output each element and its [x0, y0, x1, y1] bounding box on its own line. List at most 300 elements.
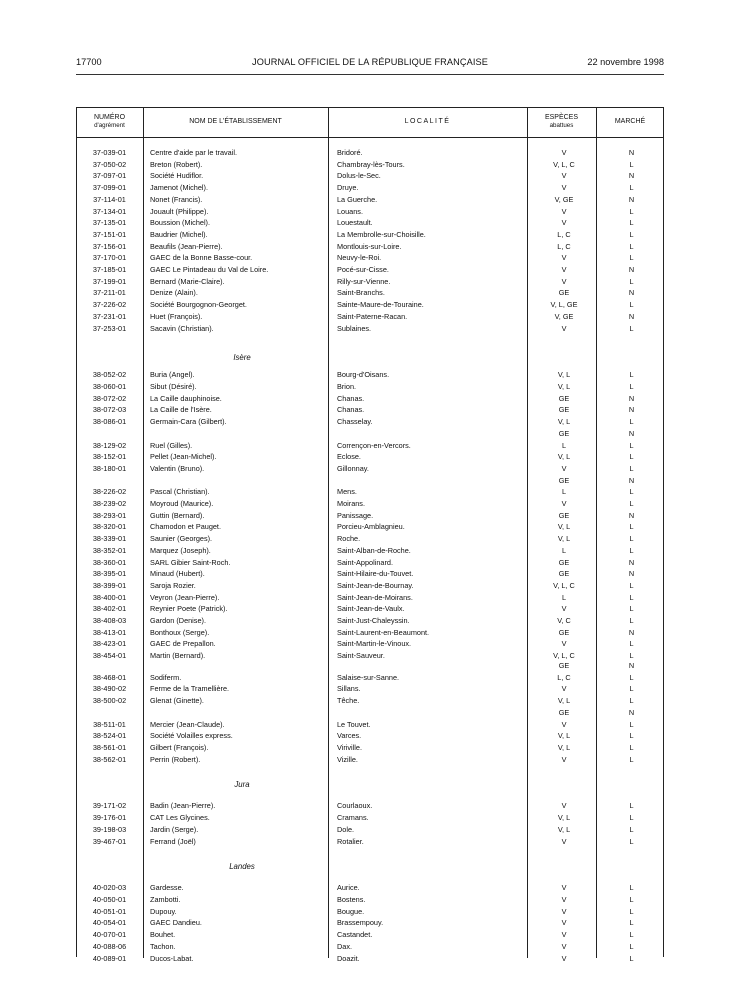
table-row: [76, 451, 664, 463]
locality: Sublaines.: [337, 323, 372, 333]
establishment-name: Guttin (Bernard).: [150, 510, 205, 520]
species: V, GE: [554, 311, 574, 321]
table-row: [76, 615, 664, 627]
establishment-name: Badin (Jean-Pierre).: [150, 801, 216, 811]
agrement-number: 38-320-01: [92, 522, 127, 532]
species: V: [561, 218, 567, 228]
establishment-name: Ferme de la Tramellière.: [150, 684, 230, 694]
locality: Montlouis-sur-Loire.: [337, 241, 402, 251]
table-row: [76, 824, 664, 836]
locality: La Membrolle-sur-Choisille.: [337, 229, 426, 239]
market: N: [628, 557, 635, 567]
locality: Dole.: [337, 824, 355, 834]
species: V: [561, 801, 567, 811]
market: L: [629, 801, 634, 811]
locality: Saint-Martin-le-Vinoux.: [337, 639, 412, 649]
species: GE: [558, 288, 570, 298]
agrement-number: 38-052-02: [92, 370, 127, 380]
establishment-name: Ferrand (Joël): [150, 836, 196, 846]
agrement-number: 37-231-01: [92, 311, 127, 321]
market: L: [629, 487, 634, 497]
agrement-number: 38-072-03: [92, 405, 127, 415]
market: L: [629, 592, 634, 602]
species: V, L: [557, 382, 571, 391]
table-row: [76, 707, 664, 719]
column-header-nom: [143, 107, 328, 137]
department-heading: Landes: [229, 861, 255, 871]
table-row: [76, 754, 664, 766]
agrement-number: 39-467-01: [92, 836, 127, 846]
establishment-name: GAEC de la Bonne Basse-cour.: [150, 253, 253, 263]
species: V: [561, 906, 567, 916]
table-row: [76, 381, 664, 393]
species: V: [561, 883, 567, 893]
market: L: [629, 941, 634, 951]
agrement-number: 38-402-01: [92, 604, 127, 614]
establishment-name: Gardesse.: [150, 883, 184, 893]
agrement-number: 38-129-02: [92, 440, 127, 450]
establishment-name: Dupouy.: [150, 906, 177, 916]
table-row: [76, 299, 664, 311]
column-header-localite: [328, 107, 527, 137]
establishment-name: Ducos-Labat.: [150, 953, 194, 963]
agrement-number: 38-180-01: [92, 463, 127, 473]
market: L: [629, 953, 634, 963]
establishment-name: SARL Gibier Saint-Roch.: [150, 557, 231, 567]
table-row: [76, 742, 664, 754]
species: V: [561, 719, 567, 729]
locality: Brassempouy.: [337, 918, 384, 928]
table-header-rule: [76, 137, 664, 138]
locality: Courlaoux.: [337, 801, 373, 811]
locality: Panissage.: [337, 510, 374, 520]
publication-date: 22 novembre 1998: [587, 57, 664, 67]
agrement-number: 38-562-01: [92, 754, 127, 764]
species: GE: [558, 627, 570, 637]
species: L, C: [557, 229, 571, 239]
species: L, C: [557, 672, 571, 682]
table-row: [76, 287, 664, 299]
table-row: [76, 206, 664, 218]
market: L: [629, 463, 634, 473]
species: V: [561, 754, 567, 764]
agrement-number: 38-072-02: [92, 393, 127, 403]
locality: Brion.: [337, 382, 357, 391]
species: V: [561, 463, 567, 473]
market: L: [629, 382, 634, 391]
establishment-name: Denize (Alain).: [150, 288, 198, 298]
agrement-number: 40-070-01: [92, 930, 127, 940]
agrement-number: 37-135-01: [92, 218, 127, 228]
agrement-number: 37-151-01: [92, 229, 127, 239]
agrement-number: 37-099-01: [92, 183, 127, 193]
table-row: [76, 194, 664, 206]
market: N: [628, 510, 635, 520]
locality: Cramans.: [337, 813, 369, 823]
agrement-number: 37-170-01: [92, 253, 127, 263]
establishment-name: Saroja Rozier.: [150, 580, 196, 590]
species: V: [561, 941, 567, 951]
table-row: [76, 252, 664, 264]
table-row: [76, 170, 664, 182]
table-row: [76, 323, 664, 335]
market: L: [629, 229, 634, 239]
agrement-number: 38-500-02: [92, 696, 127, 706]
column-header-marche: [596, 107, 664, 137]
species: GE: [558, 428, 570, 438]
species: V: [561, 148, 567, 157]
establishment-name: Société Hudiflor.: [150, 171, 204, 181]
species: V, L, C: [553, 159, 575, 169]
locality: Sainte-Maure-de-Touraine.: [337, 300, 424, 310]
market: L: [629, 370, 634, 380]
establishment-name: Bernard (Marie-Claire).: [150, 276, 225, 286]
market: L: [629, 241, 634, 251]
market: L: [629, 754, 634, 764]
market: L: [629, 684, 634, 694]
agrement-number: 38-086-01: [92, 417, 127, 427]
establishment-name: Huet (François).: [150, 311, 203, 321]
establishment-name: Minaud (Hubert).: [150, 569, 205, 579]
agrement-number: 38-423-01: [92, 639, 127, 649]
agrement-number: 37-185-01: [92, 265, 127, 274]
locality: Saint-Branchs.: [337, 288, 385, 298]
agrement-number: 40-050-01: [92, 895, 127, 905]
locality: Le Touvet.: [337, 719, 371, 729]
market: N: [628, 475, 635, 485]
establishment-name: Nonet (Francis).: [150, 194, 203, 204]
column-header-especes: [527, 107, 596, 137]
table-row: [76, 695, 664, 707]
establishment-name: Jamenot (Michel).: [150, 183, 208, 193]
establishment-name: Sibut (Désiré).: [150, 382, 197, 391]
table-row: [76, 719, 664, 731]
table-row: [76, 416, 664, 428]
column-header-numero-line1: NUMÉRO: [93, 114, 126, 121]
journal-title: JOURNAL OFFICIEL DE LA RÉPUBLIQUE FRANÇAISE: [252, 57, 488, 67]
agrement-number: 38-360-01: [92, 557, 127, 567]
column-header-marche-label: MARCHÉ: [614, 118, 646, 125]
locality: Saint-Jean-de-Moirans.: [337, 592, 413, 602]
species: V, L: [557, 813, 571, 823]
agrement-number: 38-060-01: [92, 382, 127, 391]
table-row: [76, 906, 664, 918]
agrement-number: 38-293-01: [92, 510, 127, 520]
table-row: [76, 683, 664, 695]
species: V: [561, 895, 567, 905]
locality: Chambray-lès-Tours.: [337, 159, 405, 169]
agrement-number: 38-413-01: [92, 627, 127, 637]
species: V, L: [557, 417, 571, 427]
table-row: [76, 404, 664, 416]
locality: Saint-Jean-de-Vaulx.: [337, 604, 405, 614]
market: L: [629, 918, 634, 928]
species: GE: [558, 557, 570, 567]
species: V: [561, 639, 567, 649]
locality: Chanas.: [337, 393, 365, 403]
locality: Saint-Laurent-en-Beaumont.: [337, 627, 430, 637]
locality: Sillans.: [337, 684, 361, 694]
locality: Rilly-sur-Vienne.: [337, 276, 391, 286]
agrement-number: 40-020-03: [92, 883, 127, 893]
establishment-name: Centre d'aide par le travail.: [150, 148, 237, 157]
table-row: [76, 159, 664, 171]
species: GE: [558, 510, 570, 520]
table-row: [76, 557, 664, 569]
agrement-number: 37-199-01: [92, 276, 127, 286]
market: L: [629, 159, 634, 169]
establishment-name: Reynier Poete (Patrick).: [150, 604, 228, 614]
establishment-name: GAEC Dandieu.: [150, 918, 202, 928]
agrement-number: 37-134-01: [92, 206, 127, 216]
species: L: [561, 592, 567, 602]
market: L: [629, 253, 634, 263]
species: GE: [558, 707, 570, 717]
market: N: [628, 171, 635, 181]
establishment-name: Chamodon et Pauget.: [150, 522, 221, 532]
establishment-name: Gardon (Denise).: [150, 616, 206, 625]
species: V: [561, 499, 567, 508]
locality: Saint-Alban-de-Roche.: [337, 545, 411, 555]
market: L: [629, 719, 634, 729]
species: GE: [558, 393, 570, 403]
locality: Saint-Sauveur.: [337, 651, 385, 661]
species: V, L, GE: [550, 300, 578, 310]
establishment-name: Buria (Angel).: [150, 370, 195, 380]
locality: La Guerche.: [337, 194, 378, 204]
agrement-number: 38-395-01: [92, 569, 127, 579]
agrement-number: 38-490-02: [92, 684, 127, 694]
agrement-number: 38-239-02: [92, 499, 127, 508]
agrement-number: 38-561-01: [92, 742, 127, 752]
species: GE: [558, 661, 570, 671]
locality: Dax.: [337, 941, 353, 951]
table-row: [76, 800, 664, 812]
market: L: [629, 522, 634, 532]
market: N: [628, 707, 635, 717]
species: V: [561, 918, 567, 928]
column-header-numero-line2: d'agrément: [94, 122, 125, 129]
market: N: [628, 288, 635, 298]
agrement-number: 38-511-01: [93, 719, 126, 729]
market: L: [629, 534, 634, 544]
establishment-name: Jouault (Philippe).: [150, 206, 209, 216]
establishment-name: CAT Les Glycines.: [150, 813, 210, 823]
table-row: [76, 428, 664, 440]
agrement-number: 38-226-02: [92, 487, 127, 497]
table-row: [76, 882, 664, 894]
establishment-name: Perrin (Robert).: [150, 754, 201, 764]
species: L: [561, 487, 567, 497]
header-rule: [76, 74, 664, 75]
establishment-name: La Caille dauphinoise.: [150, 393, 222, 403]
species: V, L: [557, 742, 571, 752]
establishment-name: Sacavin (Christian).: [150, 323, 214, 333]
agrement-number: 38-454-01: [92, 651, 127, 661]
species: GE: [558, 405, 570, 415]
agrement-number: 38-468-01: [92, 672, 127, 682]
establishment-name: Sodiferm.: [150, 672, 182, 682]
market: L: [629, 883, 634, 893]
species: GE: [558, 475, 570, 485]
species: V: [561, 206, 567, 216]
table-row: [76, 369, 664, 381]
locality: Roche.: [337, 534, 361, 544]
market: N: [628, 428, 635, 438]
locality: Viriville.: [337, 742, 363, 752]
agrement-number: 38-400-01: [92, 592, 127, 602]
establishment-name: Jardin (Serge).: [150, 824, 199, 834]
locality: Pocé-sur-Cisse.: [337, 265, 389, 274]
establishment-name: Bonthoux (Serge).: [150, 627, 210, 637]
establishment-name: Boussion (Michel).: [150, 218, 211, 228]
establishment-name: GAEC Le Pintadeau du Val de Loire.: [150, 265, 269, 274]
locality: Doazit.: [337, 953, 360, 963]
species: L: [561, 545, 567, 555]
establishment-name: GAEC de Prepallon.: [150, 639, 216, 649]
column-header-especes-line2: abattues: [549, 122, 574, 129]
market: L: [629, 580, 634, 590]
locality: Gillonnay.: [337, 463, 369, 473]
table-row: [76, 672, 664, 684]
market: N: [628, 661, 635, 671]
establishment-name: Pascal (Christian).: [150, 487, 210, 497]
market: L: [629, 206, 634, 216]
market: L: [629, 276, 634, 286]
table-row: [76, 812, 664, 824]
market: L: [629, 836, 634, 846]
table-row: [76, 440, 664, 452]
market: L: [629, 696, 634, 706]
locality: Saint-Just-Chaleyssin.: [337, 616, 410, 625]
species: V, C: [557, 616, 571, 625]
market: L: [629, 824, 634, 834]
agrement-number: 38-399-01: [92, 580, 127, 590]
establishment-name: Pellet (Jean-Michel).: [150, 452, 217, 462]
table-row: [76, 580, 664, 592]
establishment-name: Mercier (Jean-Claude).: [150, 719, 225, 729]
agrement-number: 37-050-02: [92, 159, 127, 169]
market: L: [629, 651, 634, 661]
agrement-number: 38-524-01: [92, 731, 127, 741]
species: V, L: [557, 731, 571, 741]
column-header-numero: [76, 107, 143, 137]
agrement-number: 40-051-01: [92, 906, 127, 916]
agrement-number: 37-039-01: [92, 148, 127, 157]
table-row: [76, 521, 664, 533]
species: V, L, C: [553, 651, 575, 661]
market: N: [628, 393, 635, 403]
agrement-number: 38-352-01: [92, 545, 127, 555]
species: GE: [558, 569, 570, 579]
table-row: [76, 498, 664, 510]
table-row: [76, 264, 664, 276]
species: L, C: [557, 241, 571, 251]
species: V, L: [557, 522, 571, 532]
column-header-nom-label: NOM DE L'ÉTABLISSEMENT: [189, 118, 282, 125]
locality: Louestault.: [337, 218, 373, 228]
establishment-name: Marquez (Joseph).: [150, 545, 211, 555]
species: V, L, C: [553, 580, 575, 590]
species: V, L: [557, 452, 571, 462]
market: L: [629, 813, 634, 823]
table-row: [76, 217, 664, 229]
market: L: [629, 499, 634, 508]
establishment-name: Germain-Cara (Gilbert).: [150, 417, 227, 427]
species: V: [561, 276, 567, 286]
locality: Castandet.: [337, 930, 373, 940]
table-row: [76, 917, 664, 929]
table-row: [76, 475, 664, 487]
locality: Saint-Appolinard.: [337, 557, 393, 567]
locality: Louans.: [337, 206, 363, 216]
department-heading: Jura: [234, 779, 250, 789]
table-row: [76, 568, 664, 580]
locality: Mens.: [337, 487, 357, 497]
table-row: [76, 229, 664, 241]
market: L: [629, 930, 634, 940]
species: V: [561, 265, 567, 274]
table-row: [76, 836, 664, 848]
agrement-number: 37-253-01: [92, 323, 127, 333]
species: V: [561, 253, 567, 263]
species: V: [561, 183, 567, 193]
table-row: [76, 929, 664, 941]
species: V: [561, 171, 567, 181]
market: N: [628, 627, 635, 637]
page-number: 17700: [76, 57, 102, 67]
market: L: [629, 452, 634, 462]
establishment-name: Zambotti.: [150, 895, 181, 905]
locality: Saint-Hilaire-du-Touvet.: [337, 569, 414, 579]
column-header-localite-label: LOCALITÉ: [404, 118, 451, 125]
locality: Eclose.: [337, 452, 361, 462]
species: V, L: [557, 824, 571, 834]
table-row: [76, 603, 664, 615]
species: V, L: [557, 534, 571, 544]
column-header-especes-line1: ESPÈCES: [544, 114, 579, 121]
table-row: [76, 730, 664, 742]
market: L: [629, 440, 634, 450]
agrement-number: 37-211-01: [93, 288, 126, 298]
agrement-number: 37-156-01: [92, 241, 127, 251]
establishment-name: Société Bourgognon-Georget.: [150, 300, 247, 310]
locality: Moirans.: [337, 499, 365, 508]
table-row: [76, 953, 664, 965]
market: L: [629, 417, 634, 427]
table-row: [76, 627, 664, 639]
establishment-name: Tachon.: [150, 941, 176, 951]
market: L: [629, 639, 634, 649]
species: V, L: [557, 370, 571, 380]
market: L: [629, 323, 634, 333]
market: L: [629, 895, 634, 905]
locality: Porcieu-Amblagnieu.: [337, 522, 405, 532]
agrement-number: 39-176-01: [92, 813, 127, 823]
locality: Bougue.: [337, 906, 365, 916]
establishment-name: Bouhet.: [150, 930, 176, 940]
locality: Bostens.: [337, 895, 366, 905]
locality: Chasselay.: [337, 417, 373, 427]
agrement-number: 40-054-01: [92, 918, 127, 928]
agrement-number: 37-097-01: [92, 171, 127, 181]
establishment-name: Valentin (Bruno).: [150, 463, 205, 473]
locality: Corrençon-en-Vercors.: [337, 440, 411, 450]
table-row: [76, 147, 664, 159]
locality: Varces.: [337, 731, 362, 741]
establishment-name: Gilbert (François).: [150, 742, 209, 752]
locality: Vizille.: [337, 754, 358, 764]
